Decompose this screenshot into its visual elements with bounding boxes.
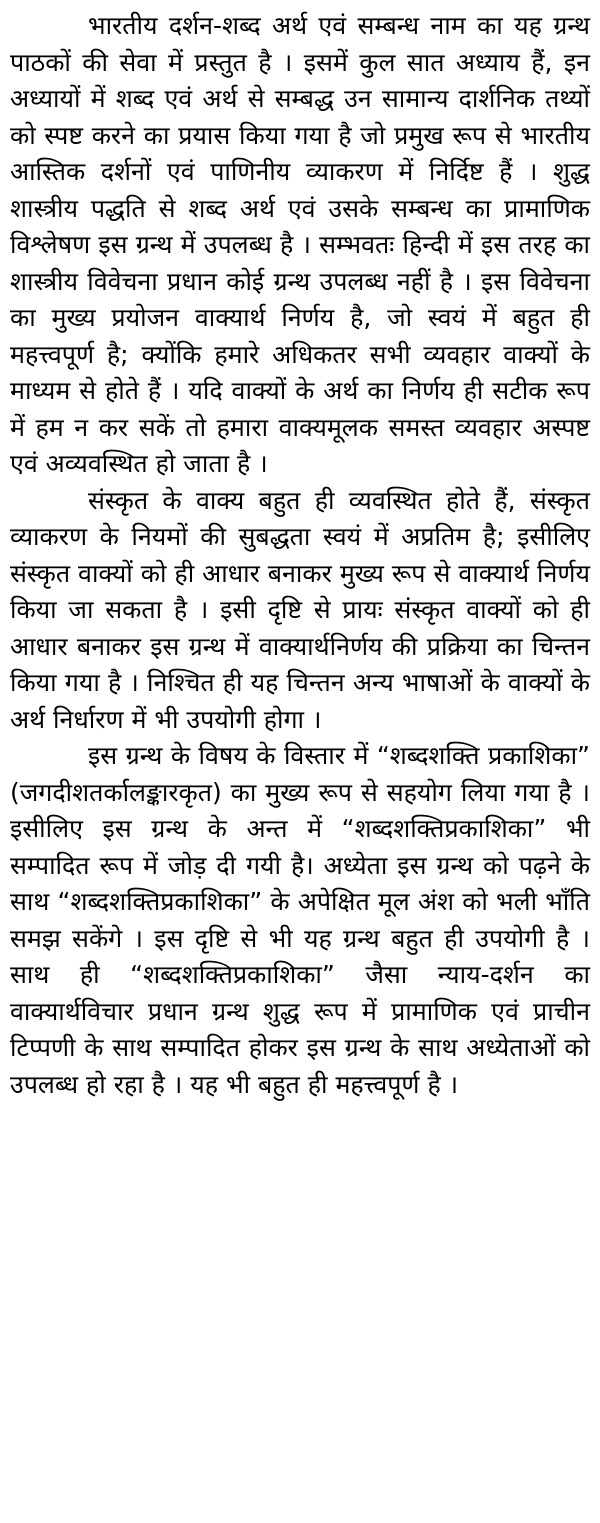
paragraph-sanskrit-sentences: संस्कृत के वाक्य बहुत ही व्यवस्थित होते हैं, संस्कृत व्याकरण के नियमों की सुबद्धता स्वयं में अप्रतिम है; इसीलिए संस्कृत वाक्यों को ही आधार बनाकर मुख्य रूप से वाक्यार्थ निर्णय किया जा सकता है । इसी दृष्टि से प्रायः संस्कृत वाक्यों को ही आधार बनाकर इस ग्रन्थ में वाक्यार्थनिर्णय की प्रक्रिया का चिन्तन किया गया है । निश्चित ही यह चिन्तन अन्य भाषाओं के वाक्यों के अर्थ निर्धारण में भी उपयोगी होगा । <box>10 485 590 734</box>
paragraph-intro: भारतीय दर्शन-शब्द अर्थ एवं सम्बन्ध नाम का यह ग्रन्थ पाठकों की सेवा में प्रस्तुत है । इसमें कुल सात अध्याय हैं, इन अध्यायों में शब्द एवं अर्थ से सम्बद्ध उन सामान्य दार्शनिक तथ्यों को स्पष्ट करने का प्रयास किया गया है जो प्रमुख रूप से भारतीय आस्तिक दर्शनों एवं पाणिनीय व्याकरण में निर्दिष्ट हैं । शुद्ध शास्त्रीय पद्धति से शब्द अर्थ एवं उसके सम्बन्ध का प्रामाणिक विश्लेषण इस ग्रन्थ में उपलब्ध है । सम्भवतः हिन्दी में इस तरह का शास्त्रीय विवेचना प्रधान कोई ग्रन्थ उपलब्ध नहीं है । इस विवेचना का मुख्य प्रयोजन वाक्यार्थ निर्णय है, जो स्वयं में बहुत ही महत्त्वपूर्ण है; क्योंकि हमारे अधिकतर सभी व्यवहार वाक्यों के माध्यम से होते हैं । यदि वाक्यों के अर्थ का निर्णय ही सटीक रूप में हम न कर सकें तो हमारा वाक्यमूलक समस्त व्यवहार अस्पष्ट एवं अव्यवस्थित हो जाता है । <box>10 11 590 478</box>
paragraph-shabdashakti-prakashika: इस ग्रन्थ के विषय के विस्तार में “शब्दशक्ति प्रकाशिका” (जगदीशतर्कालङ्कारकृत) का मुख्य रूप से सहयोग लिया गया है । इसीलिए इस ग्रन्थ के अन्त में “शब्दशक्तिप्रकाशिका” भी सम्पादित रूप में जोड़ दी गयी है। अध्येता इस ग्रन्थ को पढ़ने के साथ “शब्दशक्तिप्रकाशिका” के अपेक्षित मूल अंश को भली भाँति समझ सकेंगे । इस दृष्टि से भी यह ग्रन्थ बहुत ही उपयोगी है । साथ ही “शब्दशक्तिप्रकाशिका” जैसा न्याय-दर्शन का वाक्यार्थविचार प्रधान ग्रन्थ शुद्ध रूप में प्रामाणिक एवं प्राचीन टिप्पणी के साथ सम्पादित होकर इस ग्रन्थ के साथ अध्येताओं को उपलब्ध हो रहा है । यह भी बहुत ही महत्त्वपूर्ण है । <box>10 741 590 1099</box>
